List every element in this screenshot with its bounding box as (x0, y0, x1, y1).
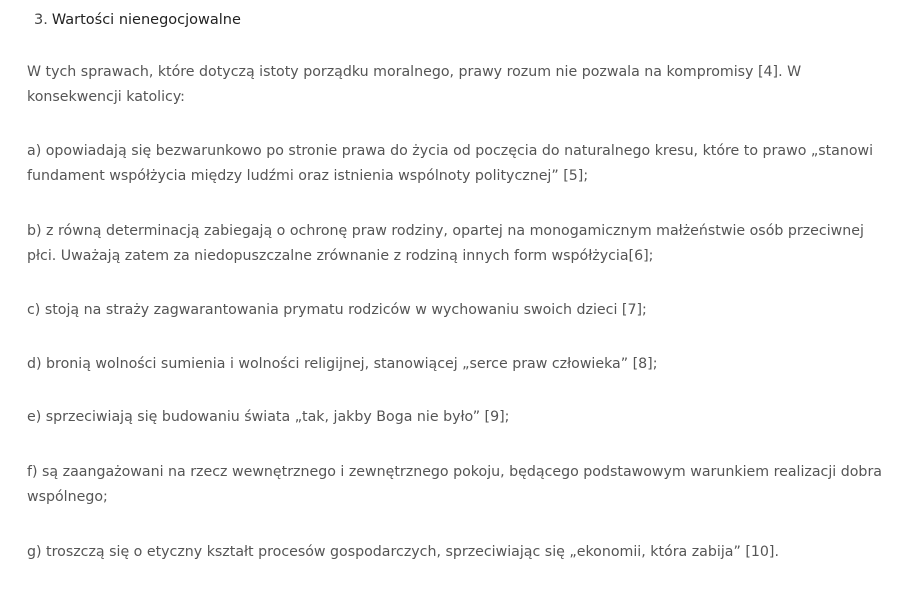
section-number: 3. (34, 12, 48, 28)
list-item-c: c) stoją na straży zagwarantowania prymatu rodziców w wychowaniu swoich dzieci [7]; (27, 302, 647, 318)
list-item-e: e) sprzeciwiają się budowaniu świata „tak, jakby Boga nie było” [9]; (27, 409, 510, 425)
list-item-a: a) opowiadają się bezwarunkowo po stronie prawa do życia od poczęcia do naturalnego kresu, które to prawo „stanowi fundament współżycia między ludźmi oraz istnienia wspólnoty politycznej” [5]; (27, 143, 874, 184)
list-item-b: b) z równą determinacją zabiegają o ochronę praw rodziny, opartej na monogamicznym małżeństwie osób przeciwnej płci. Uważają zatem za niedopuszczalne zrównanie z rodziną innych form współżycia[6]; (27, 223, 864, 264)
list-item-f: f) są zaangażowani na rzecz wewnętrznego i zewnętrznego pokoju, będącego podstawowym warunkiem realizacji dobra wspólnego; (27, 464, 882, 505)
intro-paragraph: W tych sprawach, które dotyczą istoty porządku moralnego, prawy rozum nie pozwala na kompromisy [4]. W konsekwencji katolicy: (27, 64, 802, 105)
list-item-d: d) bronią wolności sumienia i wolności religijnej, stanowiącej „serce praw człowieka” [8]; (27, 356, 658, 372)
section-title: Wartości nienegocjowalne (51, 12, 241, 28)
list-item-g: g) troszczą się o etyczny kształt procesów gospodarczych, sprzeciwiając się „ekonomii, która zabija” [10]. (27, 544, 779, 560)
section-heading (34, 12, 241, 28)
